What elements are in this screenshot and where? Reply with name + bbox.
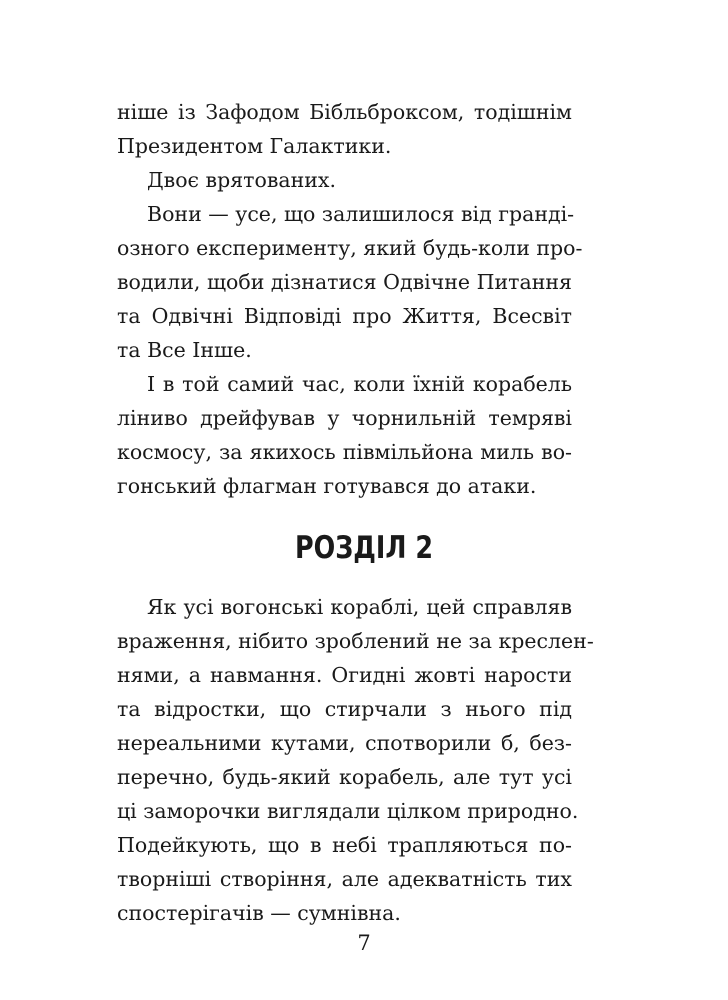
text-line: космосу, за якихось півмільйона миль во-: [117, 440, 572, 464]
text-line: творніші створіння, але адекватність тих: [117, 867, 572, 891]
text-line: перечно, будь-який корабель, але тут усі: [117, 765, 572, 789]
text-line: Двоє врятованих.: [147, 168, 336, 192]
text-line: спостерігачів — сумнівна.: [117, 901, 401, 925]
text-line: нереальними кутами, спотворили б, без-: [117, 731, 572, 755]
text-line: та Одвічні Відповіді про Життя, Всесвіт: [117, 304, 572, 328]
text-line: та відростки, що стирчали з нього під: [117, 697, 572, 721]
text-line: враження, нібито зроблений не за креслен-: [117, 629, 594, 653]
text-line: та Все Інше.: [117, 338, 252, 362]
text-line: гонський флагман готувався до атаки.: [117, 474, 537, 498]
text-line: ці заморочки виглядали цілком природно.: [117, 799, 579, 823]
text-line: нями, а навмання. Огидні жовті нарости: [117, 663, 572, 687]
text-line: озного експерименту, який будь-коли про-: [117, 236, 583, 260]
text-line: водили, щоби дізнатися Одвічне Питання: [117, 270, 572, 294]
text-line: І в той самий час, коли їхній корабель: [147, 372, 572, 396]
text-line: ніше із Зафодом Бібльброксом, тодішнім: [117, 100, 572, 124]
text-line: Подейкують, що в небі трапляються по-: [117, 833, 572, 857]
text-line: ліниво дрейфував у чорнильній темряві: [117, 406, 572, 430]
text-line: Вони — усе, що залишилося від гранді-: [147, 202, 575, 226]
text-line: Як усі вогонські кораблі, цей справляв: [147, 595, 572, 619]
page-number: 7: [357, 931, 371, 955]
text-line: Президентом Галактики.: [117, 134, 392, 158]
chapter-title: РОЗДІЛ 2: [294, 530, 434, 566]
